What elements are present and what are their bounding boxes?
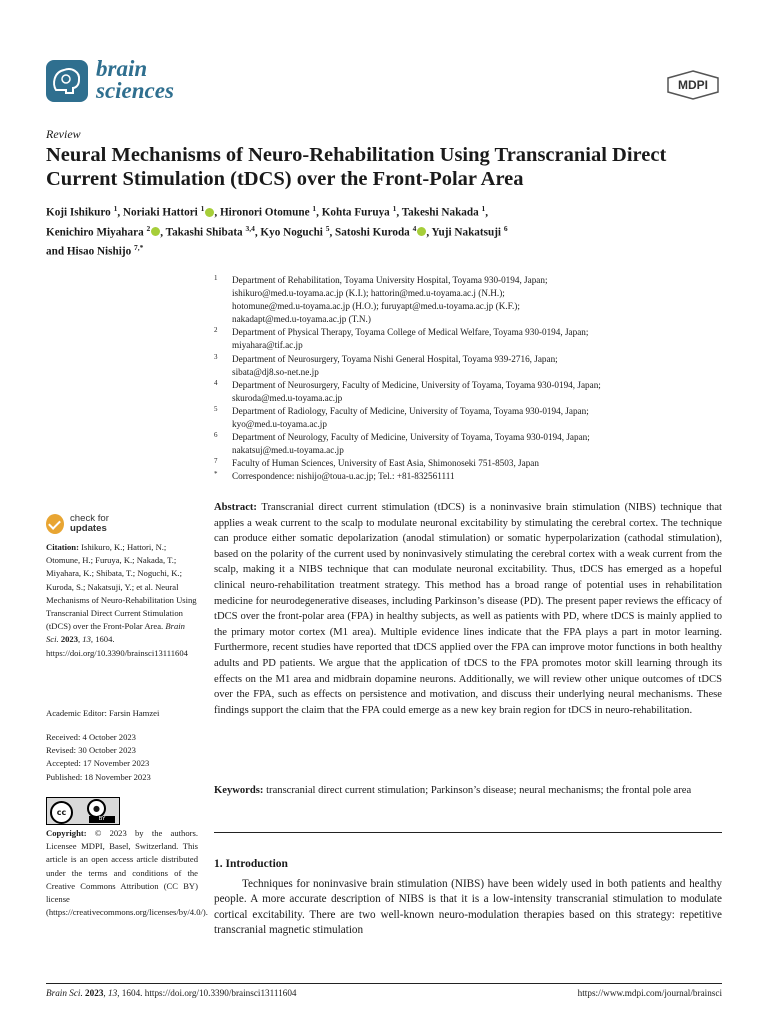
affiliation-number: 7 [214, 457, 218, 466]
journal-logo-icon [46, 60, 88, 102]
introduction-heading: 1. Introduction [214, 858, 288, 870]
affiliation-number: 6 [214, 431, 218, 440]
affiliation-line: nakadapt@med.u-toyama.ac.jp (T.N.) [232, 314, 371, 325]
affiliation-line: Department of Rehabilitation, Toyama University Hospital, Toyama 930-0194, Japan; [232, 275, 548, 285]
check-for-updates-button[interactable] [46, 514, 156, 540]
affiliation-number: 4 [214, 378, 218, 387]
date-received: Received: 4 October 2023 [46, 732, 136, 742]
orcid-icon[interactable] [151, 227, 160, 236]
affiliation-number: 3 [214, 352, 218, 361]
affiliation-line: Department of Physical Therapy, Toyama College of Medical Welfare, Toyama 930-0194, Japan; [232, 327, 589, 338]
author-affiliation-marker: 1 [481, 204, 486, 213]
footer-journal: Brain Sci. [46, 988, 83, 998]
affiliation-line: sibata@dj8.so-net.ne.jp [232, 366, 319, 377]
affiliation-line: hotomune@med.u-toyama.ac.jp (H.O.); furuyapt@med.u-toyama.ac.jp (K.F.); [232, 301, 520, 312]
publisher-name: MDPI [678, 78, 708, 92]
author-affiliation-marker: 1 [392, 204, 397, 213]
affiliation-line: miyahara@tif.ac.jp [232, 340, 303, 351]
date-revised: Revised: 30 October 2023 [46, 745, 136, 756]
affiliation-line: Faculty of Human Sciences, University of East Asia, Shimonoseki 751-8503, Japan [232, 458, 539, 469]
affiliation-item [214, 326, 714, 352]
affiliation-item [214, 379, 714, 405]
cc-icon: cc [50, 801, 73, 824]
affiliation-number: 1 [214, 274, 218, 282]
author-name: Takeshi Nakada [401, 206, 482, 219]
by-person-icon: ● [87, 799, 106, 818]
footer-divider [46, 983, 722, 984]
author-affiliation-marker: 1 [312, 204, 317, 213]
copyright-text: © 2023 by the authors. Licensee MDPI, Basel, Switzerland. This article is an open access article distributed under the terms and conditions of the Creative Commons Attribution (CC BY) license (https://creativecommons.org/licenses/by/4.0/). [46, 828, 208, 918]
cc-by-license-badge[interactable] [46, 797, 120, 825]
footer-journal-url[interactable]: https://www.mdpi.com/journal/brainsci [577, 988, 722, 998]
author-affiliation-marker: 7,* [133, 243, 144, 253]
author-affiliation-marker: 1 [200, 204, 205, 213]
author-affiliation-marker: 4 [412, 223, 417, 233]
keywords [214, 783, 722, 799]
affiliation-line: Department of Neurology, Faculty of Medicine, University of Toyama, Toyama 930-0194, Japan; [232, 432, 590, 443]
citation-journal: Brain Sci. [46, 621, 185, 645]
author-affiliation-marker: 2 [146, 223, 151, 233]
author-affiliation-marker: 3,4 [245, 223, 255, 233]
journal-name [96, 58, 174, 102]
abstract-text: Transcranial direct current stimulation (tDCS) is a noninvasive brain stimulation (NIBS) technique that applies a weak current to the scalp to modulate neuronal excitability by stimulating the cerebral cortex. The technique can produce either somatic depolarization (anodal stimulation) or somatic hyperpolarization (cathodal stimulation), based on the polarity of the current used by noninvasively stimulating the cerebral cortex with a weak current from the scalp, making it a NIBS technique that can modulate neuronal excitability. Thus, tDCS has emerged as a hopeful clinical neuro-rehabilitation treatment strategy. This method has a broad range of potential uses in rehabilitation medicine for neurodegenerative diseases, including Parkinson’s disease (PD). The present paper reviews the efficacy of tDCS over the front-polar area (FPA) in healthy subjects, as well as patients with PD, where tDCS is mainly applied to the primary motor cortex (M1 area). Multiple evidence lines indicate that the FPA plays a part in motor learning. Furthermore, recent studies have reported that tDCS applied over the FPA can improve motor functions in both healthy adults and PD patients. We argue that the application of tDCS to the FPA promotes motor skill learning through its effects on the M1 area and midbrain dopamine neurons. Additionally, we will review other unique outcomes of tDCS over the FPA, such as effects on persistence and motivation, and discuss their underlying neural mechanisms. These findings support the claim that the FPA could emerge as a new key brain region for tDCS in neuro-rehabilitation. [214, 502, 722, 716]
affiliation-number: 5 [214, 404, 218, 413]
article-dates [46, 731, 198, 784]
abstract [214, 500, 722, 718]
orcid-icon[interactable] [417, 227, 426, 236]
citation-volume: 13 [82, 634, 91, 645]
affiliation-line: Department of Neurosurgery, Toyama Nishi General Hospital, Toyama 939-2716, Japan; [232, 353, 558, 364]
article-type: Review [46, 127, 81, 141]
footer-volume: 13 [108, 988, 118, 998]
citation-doi[interactable]: , 1604. https://doi.org/10.3390/brainsci13111604 [46, 634, 188, 658]
affiliation-item [214, 457, 714, 470]
affiliation-line: Department of Neurosurgery, Faculty of Medicine, University of Toyama, Toyama 930-0194, Japan; [232, 379, 601, 390]
copyright-notice [46, 827, 208, 919]
affiliation-item [214, 353, 714, 379]
date-published: Published: 18 November 2023 [46, 771, 151, 782]
author-name: Satoshi Kuroda [335, 226, 413, 239]
article-title: Neural Mechanisms of Neuro-Rehabilitation Using Transcranial Direct Current Stimulation (tDCS) over the Front-Polar Area [46, 144, 667, 190]
author-name: Yuji Nakatsuji [431, 226, 504, 239]
affiliation-item [214, 470, 714, 483]
affiliation-item [214, 405, 714, 431]
affiliation-number: 2 [214, 326, 218, 335]
footer-citation: Brain Sci. 2023, 13, 1604. https://doi.org/10.3390/brainsci13111604 [46, 988, 297, 998]
author-name: Kyo Noguchi [260, 226, 326, 239]
abstract-label: Abstract: [214, 502, 257, 513]
check-updates-icon [46, 514, 64, 534]
author-affiliation-marker: 1 [113, 204, 118, 213]
author-affiliation-marker: 6 [503, 223, 508, 233]
affiliations [214, 274, 714, 484]
affiliation-item [214, 274, 714, 326]
cc-by-label: BY [89, 816, 115, 823]
citation: Citation: Ishikuro, K.; Hattori, N.; Otomune, H.; Furuya, K.; Nakada, T.; Miyahara, K.; Shibata, T.; Noguchi, K.; Kuroda, S.; Nakatsuji, Y.; et al. Neural Mechanisms of Neuro-Rehabilitation Using Transcranial Direct Current Stimulation (tDCS) over the Front-Polar Area. Brain Sci. 2023, 13, 1604. https://doi.org/10.3390/brainsci13111604 [46, 542, 197, 658]
date-accepted: Accepted: 17 November 2023 [46, 758, 150, 769]
author-name: Hironori Otomune [219, 206, 313, 219]
author-name: and Hisao Nishijo [46, 246, 134, 259]
author-name: Koji Ishikuro [46, 206, 114, 219]
academic-editor: Academic Editor: Farsin Hamzei [46, 708, 160, 718]
keywords-text: transcranial direct current stimulation; Parkinson’s disease; neural mechanisms; the frontal pole area [266, 785, 692, 796]
affiliation-line: Department of Radiology, Faculty of Medicine, University of Toyama, Toyama 930-0194, Japan; [232, 405, 589, 416]
footer-year: 2023 [85, 988, 104, 998]
citation-label: Citation: [46, 542, 79, 552]
author-list: Koji Ishikuro $^1$, Noriaki Hattori $^1$ , Hironori Otomune $^1$, Kohta Furuya $^1$, Takeshi Nakada $^1$, Kenichiro Miyahara $^2$ , Takashi Shibata $^{3,4}$, Kyo Noguchi $^5$, Satoshi Kuroda $^4$ , Yuji Nakatsuji $^6$ and Hisao Nishijo $^{7,*}$ [46, 204, 508, 259]
journal-name-line2: sciences [96, 78, 174, 103]
affiliation-line: Correspondence: nishijo@toua-u.ac.jp; Tel.: +81-832561111 [232, 471, 455, 482]
journal-name-line1: brain [96, 56, 148, 81]
copyright-label: Copyright: [46, 828, 87, 838]
citation-year: 2023 [60, 634, 78, 645]
orcid-icon[interactable] [205, 208, 214, 217]
author-name: Noriaki Hattori [122, 206, 201, 219]
author-name: Kenichiro Miyahara [46, 226, 147, 239]
author-name: Takashi Shibata [165, 226, 246, 239]
author-name: Kohta Furuya [321, 206, 393, 219]
check-updates-line1: check for [70, 513, 109, 524]
affiliation-line: ishikuro@med.u-toyama.ac.jp (K.I.); hattorin@med.u-toyama.ac.j (N.H.); [232, 288, 505, 299]
check-updates-line2: updates [70, 523, 107, 534]
affiliation-number: * [214, 470, 218, 479]
affiliation-line: skuroda@med.u-toyama.ac.jp [232, 392, 343, 403]
section-divider [214, 832, 722, 833]
keywords-label: Keywords: [214, 785, 264, 796]
affiliation-item [214, 431, 714, 457]
footer-doi[interactable]: , 1604. https://doi.org/10.3390/brainsci13111604 [117, 988, 297, 998]
publisher-logo [666, 70, 720, 100]
introduction-text: Techniques for noninvasive brain stimulation (NIBS) have been widely used in both patients and healthy people. A more accurate description of NIBS is that it is a low-intensity transcranial stimulation to modulate cortical excitability. There are two well-known neuro-modulation therapies based on this strategy: repetitive transcranial magnetic stimulation [214, 878, 722, 937]
citation-text: Ishikuro, K.; Hattori, N.; Otomune, H.; Furuya, K.; Nakada, T.; Miyahara, K.; Shibata, T.; Noguchi, K.; Kuroda, S.; Nakatsuji, Y.; et al. Neural Mechanisms of Neuro-Rehabilitation Using Transcranial Direct Current Stimulation (tDCS) over the Front-Polar Area. [46, 542, 197, 632]
affiliation-line: nakatsuj@med.u-toyama.ac.jp [232, 445, 344, 456]
affiliation-line: kyo@med.u-toyama.ac.jp [232, 419, 327, 430]
author-affiliation-marker: 5 [325, 223, 330, 233]
